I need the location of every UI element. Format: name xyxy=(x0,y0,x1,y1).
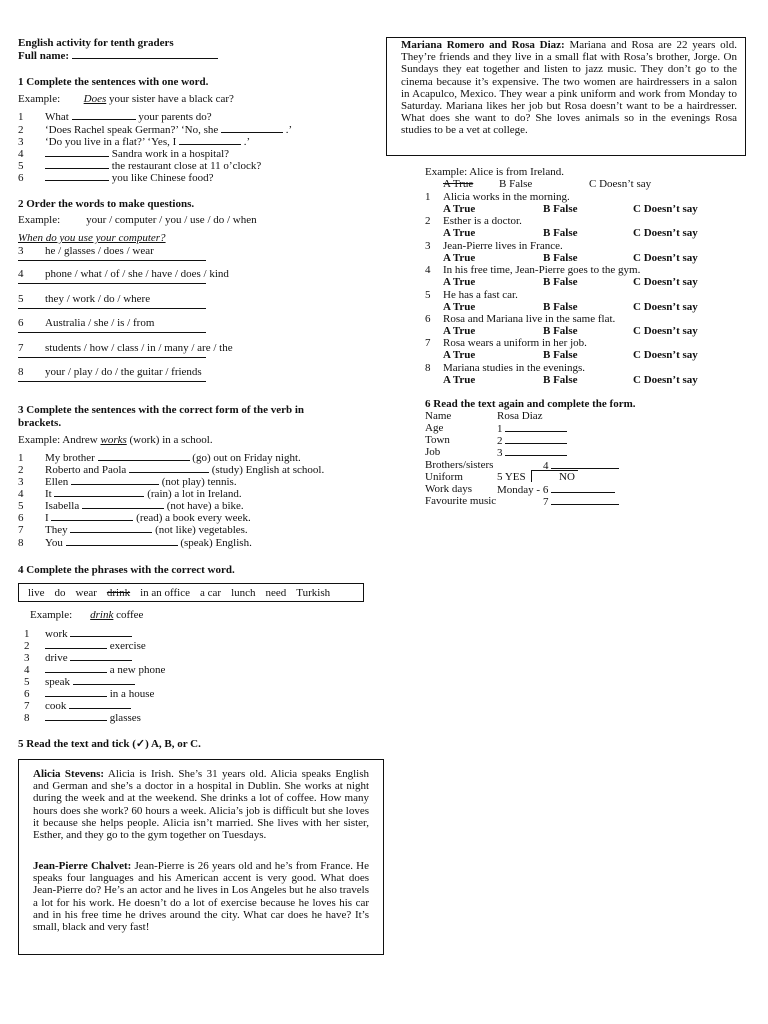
field-number: 2 xyxy=(497,435,503,447)
item-text: your parents do? xyxy=(138,111,212,123)
option-c[interactable]: C Doesn’t say xyxy=(633,276,698,288)
tf-question xyxy=(425,191,570,203)
tf-question xyxy=(425,337,587,349)
tf-question xyxy=(425,289,518,301)
full-name-label: Full name: xyxy=(18,49,218,62)
item-number: 4 xyxy=(18,148,24,160)
section3-item xyxy=(18,536,252,549)
scrambled-words: phone / what / of / she / have / does / kind xyxy=(45,268,229,280)
section2-item xyxy=(18,245,154,257)
answer-blank[interactable] xyxy=(70,627,132,637)
option-a[interactable]: A True xyxy=(443,374,476,386)
scrambled-words: students / how / class / in / many / are / the xyxy=(45,342,233,354)
answer-blank[interactable] xyxy=(45,171,109,181)
answer-blank[interactable] xyxy=(45,639,107,649)
item-text: cook xyxy=(45,700,67,712)
item-text: (rain) a lot in Ireland. xyxy=(147,488,242,500)
section2-example-answer: When do you use your computer? xyxy=(18,232,166,244)
field-number: 7 xyxy=(543,496,549,508)
item-text: glasses xyxy=(109,712,141,724)
item-number: 8 xyxy=(18,366,24,378)
item-text: What xyxy=(45,111,69,123)
item-text: (study) English at school. xyxy=(211,464,325,476)
form-label: Age xyxy=(425,422,444,434)
answer-line[interactable] xyxy=(18,308,206,309)
answer-blank[interactable] xyxy=(73,675,135,685)
answer-blank[interactable] xyxy=(179,135,241,145)
section2-example: Example: your / computer / you / use / do / when xyxy=(18,214,257,226)
example-option-b: B False xyxy=(499,178,533,190)
item-number: 6 xyxy=(24,688,30,700)
form-label: Uniform xyxy=(425,471,463,483)
word-option: Turkish xyxy=(296,587,331,599)
section1-item xyxy=(18,171,213,184)
answer-blank[interactable] xyxy=(82,499,164,509)
item-text: .’ xyxy=(243,136,251,148)
question-text: Mariana studies in the evenings. xyxy=(443,362,586,374)
word-box xyxy=(18,583,364,602)
form-label: Brothers/sisters xyxy=(425,459,494,471)
section1-heading: 1 Complete the sentences with one word. xyxy=(18,76,209,88)
item-number: 4 xyxy=(24,664,30,676)
option-b[interactable]: B False xyxy=(543,301,578,313)
reading-box-1 xyxy=(18,759,384,955)
answer-line[interactable] xyxy=(18,332,206,333)
tf-question xyxy=(425,240,563,252)
item-number: 3 xyxy=(24,652,30,664)
section2-item xyxy=(18,366,202,378)
item-number: 5 xyxy=(18,160,24,172)
item-number: 4 xyxy=(18,488,24,500)
mariana-rosa-paragraph: Mariana Romero and Rosa Diaz: Mariana and Rosa are 22 years old. They’re friends and they live in a small flat with Rosa’s brother, Jorge. On Sundays they eat together and listen to jazz music. They don’t go to the cinema because it’s expensive. The two women are hairdressers in a salon in Acapulco, Mexico. They wear a pink uniform and work from Monday to Saturday. Mariana likes her job but Rosa doesn’t want to be a hairdresser. What does she want to do? She loves animals so in the evenings Rosa studies to be a vet at college. xyxy=(401,39,737,137)
item-number: 6 xyxy=(18,317,24,329)
form-blank[interactable] xyxy=(505,434,567,444)
section4-example: Example: drink coffee xyxy=(30,609,144,621)
item-text: (not play) tennis. xyxy=(161,476,237,488)
example-option-c: C Doesn’t say xyxy=(589,178,652,190)
form-blank[interactable] xyxy=(505,422,567,432)
answer-blank[interactable] xyxy=(54,487,144,497)
answer-blank[interactable] xyxy=(72,110,136,120)
item-text: ‘Does Rachel speak German?’ ‘No, she xyxy=(45,124,219,136)
option-c[interactable]: C Doesn’t say xyxy=(633,252,698,264)
answer-blank[interactable] xyxy=(45,147,109,157)
option-c[interactable]: C Doesn’t say xyxy=(633,227,698,239)
field-text: Monday - 6 xyxy=(497,484,549,496)
option-a[interactable]: A True xyxy=(443,227,476,239)
form-label: Name xyxy=(425,410,452,422)
form-blank[interactable] xyxy=(551,483,615,493)
item-text: Isabella xyxy=(45,500,80,512)
answer-line[interactable] xyxy=(18,283,206,284)
full-name-field[interactable] xyxy=(72,49,218,59)
uniform-yes-option[interactable]: 5 YES xyxy=(497,471,526,483)
question-number: 2 xyxy=(425,215,431,227)
answer-blank[interactable] xyxy=(70,523,152,533)
item-text: the restaurant close at 11 o’clock? xyxy=(111,160,262,172)
item-text: ‘Do you live in a flat?’ ‘Yes, I xyxy=(45,136,177,148)
alicia-paragraph: Alicia Stevens: Alicia is Irish. She’s 31 years old. Alicia speaks English and German and she’s a doctor in a hospital in Dublin. She works at night during the week and at the weekend. She drinks a lot of coffee. How many hours does she work? 60 hours a week. Alicia’s job is difficult but she loves it because she helps people. Alicia isn’t married. She lives with her sister, Esther, and they go to the gym together on Tuesdays. xyxy=(33,768,370,842)
word-option: wear xyxy=(75,587,97,599)
item-text: (not have) a bike. xyxy=(166,500,244,512)
item-number: 1 xyxy=(18,452,24,464)
item-number: 5 xyxy=(18,500,24,512)
form-label: Job xyxy=(425,446,441,458)
item-number: 2 xyxy=(24,640,30,652)
option-a[interactable]: A True xyxy=(443,276,476,288)
option-a[interactable]: A True xyxy=(443,325,476,337)
jean-pierre-paragraph: Jean-Pierre Chalvet: Jean-Pierre is 26 years old and he’s from France. He speaks four languages and his American accent is very good. What does Jean-Pierre do? He’s an actor and he lives in Los Angeles but he also travels a lot for his work. He doesn’t do a lot of exercise because he loves his car and in his free time he drives around the city. What car does he have? It’s small, black and very fast! xyxy=(33,860,369,934)
tf-question xyxy=(425,215,522,227)
option-c[interactable]: C Doesn’t say xyxy=(633,374,698,386)
item-text: You xyxy=(45,537,63,549)
question-number: 7 xyxy=(425,337,431,349)
option-b[interactable]: B False xyxy=(543,252,578,264)
item-number: 7 xyxy=(18,524,24,536)
word-option: lunch xyxy=(231,587,256,599)
item-number: 1 xyxy=(18,111,24,123)
item-number: 7 xyxy=(24,700,30,712)
item-text: Roberto and Paola xyxy=(45,464,127,476)
item-text: It xyxy=(45,488,52,500)
option-b[interactable]: B False xyxy=(543,276,578,288)
item-number: 8 xyxy=(18,537,24,549)
form-blank[interactable] xyxy=(551,495,619,505)
uniform-no-option[interactable]: NO xyxy=(559,471,575,483)
item-text: speak xyxy=(45,676,71,688)
answer-blank[interactable] xyxy=(66,536,178,546)
question-text: Jean-Pierre lives in France. xyxy=(443,240,563,252)
field-number: 1 xyxy=(497,423,503,435)
question-number: 1 xyxy=(425,191,431,203)
form-blank[interactable] xyxy=(505,446,567,456)
section4-heading: 4 Complete the phrases with the correct word. xyxy=(18,564,235,576)
answer-blank[interactable] xyxy=(51,511,133,521)
section2-item xyxy=(18,342,233,354)
item-number: 2 xyxy=(18,124,24,136)
item-text: They xyxy=(45,524,68,536)
question-text: He has a fast car. xyxy=(443,289,518,301)
form-label: Town xyxy=(425,434,450,446)
worksheet-title: English activity for tenth graders xyxy=(18,37,174,49)
form-label: Work days xyxy=(425,483,473,495)
item-number: 4 xyxy=(18,268,24,280)
answer-blank[interactable] xyxy=(129,463,209,473)
option-c[interactable]: C Doesn’t say xyxy=(633,203,698,215)
field-number: 4 xyxy=(543,460,549,472)
item-text: a new phone xyxy=(109,664,166,676)
option-b[interactable]: B False xyxy=(543,349,578,361)
answer-blank[interactable] xyxy=(45,711,107,721)
section3-item xyxy=(18,523,248,536)
field-number: 3 xyxy=(497,447,503,459)
word-option: drink xyxy=(106,587,131,599)
form-field xyxy=(543,495,619,508)
answer-blank[interactable] xyxy=(70,651,132,661)
word-option: a car xyxy=(200,587,222,599)
answer-blank[interactable] xyxy=(221,123,283,133)
scrambled-words: your / play / do / the guitar / friends xyxy=(45,366,202,378)
option-a[interactable]: A True xyxy=(443,203,476,215)
item-text: Sandra work in a hospital? xyxy=(111,148,230,160)
section2-item xyxy=(18,293,150,305)
tf-question xyxy=(425,362,585,374)
question-text: Alicia works in the morning. xyxy=(443,191,570,203)
word-option: live xyxy=(28,587,45,599)
item-text: Ellen xyxy=(45,476,69,488)
question-text: Rosa and Mariana live in the same flat. xyxy=(443,313,616,325)
example-option-a: A True xyxy=(443,178,474,190)
section3-example: Example: Andrew works (work) in a school. xyxy=(18,434,213,446)
question-number: 8 xyxy=(425,362,431,374)
question-text: Esther is a doctor. xyxy=(443,215,522,227)
scrambled-words: he / glasses / does / wear xyxy=(45,245,154,257)
option-c[interactable]: C Doesn’t say xyxy=(633,301,698,313)
section1-example: Example: Does your sister have a black car? xyxy=(18,93,234,105)
answer-line[interactable] xyxy=(18,381,206,382)
uniform-option-frame xyxy=(531,470,578,482)
option-a[interactable]: A True xyxy=(443,349,476,361)
item-text: work xyxy=(45,628,68,640)
scrambled-words: they / work / do / where xyxy=(45,293,151,305)
option-b[interactable]: B False xyxy=(543,227,578,239)
item-number: 6 xyxy=(18,172,24,184)
word-option: in an office xyxy=(140,587,190,599)
item-number: 3 xyxy=(18,245,24,257)
question-number: 5 xyxy=(425,289,431,301)
form-label: Favourite music xyxy=(425,495,497,507)
answer-blank[interactable] xyxy=(45,663,107,673)
item-text: (go) out on Friday night. xyxy=(192,452,301,464)
option-c[interactable]: C Doesn’t say xyxy=(633,325,698,337)
answer-blank[interactable] xyxy=(45,159,109,169)
tf-question xyxy=(425,264,640,276)
item-number: 1 xyxy=(24,628,30,640)
item-text: drive xyxy=(45,652,68,664)
section5-example: Example: Alice is from Ireland. xyxy=(425,166,564,178)
item-number: 6 xyxy=(18,512,24,524)
section2-item xyxy=(18,268,229,280)
item-text: (not like) vegetables. xyxy=(155,524,248,536)
item-number: 7 xyxy=(18,342,24,354)
item-text: .’ xyxy=(285,124,293,136)
item-text: exercise xyxy=(109,640,146,652)
form-field xyxy=(497,446,567,459)
option-a[interactable]: A True xyxy=(443,252,476,264)
item-text: My brother xyxy=(45,452,95,464)
option-b[interactable]: B False xyxy=(543,325,578,337)
form-value: Rosa Diaz xyxy=(497,410,543,422)
section3-heading-line2: brackets. xyxy=(18,417,62,429)
item-number: 8 xyxy=(24,712,30,724)
item-text: you like Chinese food? xyxy=(111,172,214,184)
section3-heading-line1: 3 Complete the sentences with the correct form of the verb in xyxy=(18,404,305,416)
scrambled-words: Australia / she / is / from xyxy=(45,317,155,329)
question-number: 6 xyxy=(425,313,431,325)
section2-item xyxy=(18,317,154,329)
option-b[interactable]: B False xyxy=(543,203,578,215)
item-text: in a house xyxy=(109,688,155,700)
option-b[interactable]: B False xyxy=(543,374,578,386)
tf-question xyxy=(425,313,615,325)
section4-item xyxy=(24,711,141,724)
item-text: I xyxy=(45,512,49,524)
item-number: 3 xyxy=(18,476,24,488)
answer-blank[interactable] xyxy=(45,687,107,697)
question-number: 4 xyxy=(425,264,431,276)
section2-heading: 2 Order the words to make questions. xyxy=(18,198,195,210)
question-text: In his free time, Jean-Pierre goes to the gym. xyxy=(443,264,641,276)
item-text: (read) a book every week. xyxy=(136,512,251,524)
section1-item xyxy=(18,110,212,123)
section5-heading: 5 Read the text and tick (✓) A, B, or C. xyxy=(18,738,201,750)
option-c[interactable]: C Doesn’t say xyxy=(633,349,698,361)
item-number: 5 xyxy=(18,293,24,305)
section6-heading: 6 Read the text again and complete the form. xyxy=(425,398,636,410)
item-number: 3 xyxy=(18,136,24,148)
question-text: Rosa wears a uniform in her job. xyxy=(443,337,587,349)
answer-blank[interactable] xyxy=(98,451,190,461)
word-option: need xyxy=(265,587,287,599)
answer-blank[interactable] xyxy=(69,699,131,709)
form-blank[interactable] xyxy=(551,459,619,469)
section5-example-options xyxy=(443,178,652,190)
answer-blank[interactable] xyxy=(71,475,159,485)
item-number: 5 xyxy=(24,676,30,688)
question-number: 3 xyxy=(425,240,431,252)
answer-line[interactable] xyxy=(18,357,206,358)
item-text: (speak) English. xyxy=(180,537,252,549)
reading-box-2 xyxy=(386,37,746,156)
option-a[interactable]: A True xyxy=(443,301,476,313)
item-number: 2 xyxy=(18,464,24,476)
word-option: do xyxy=(54,587,66,599)
answer-line[interactable] xyxy=(18,260,206,261)
